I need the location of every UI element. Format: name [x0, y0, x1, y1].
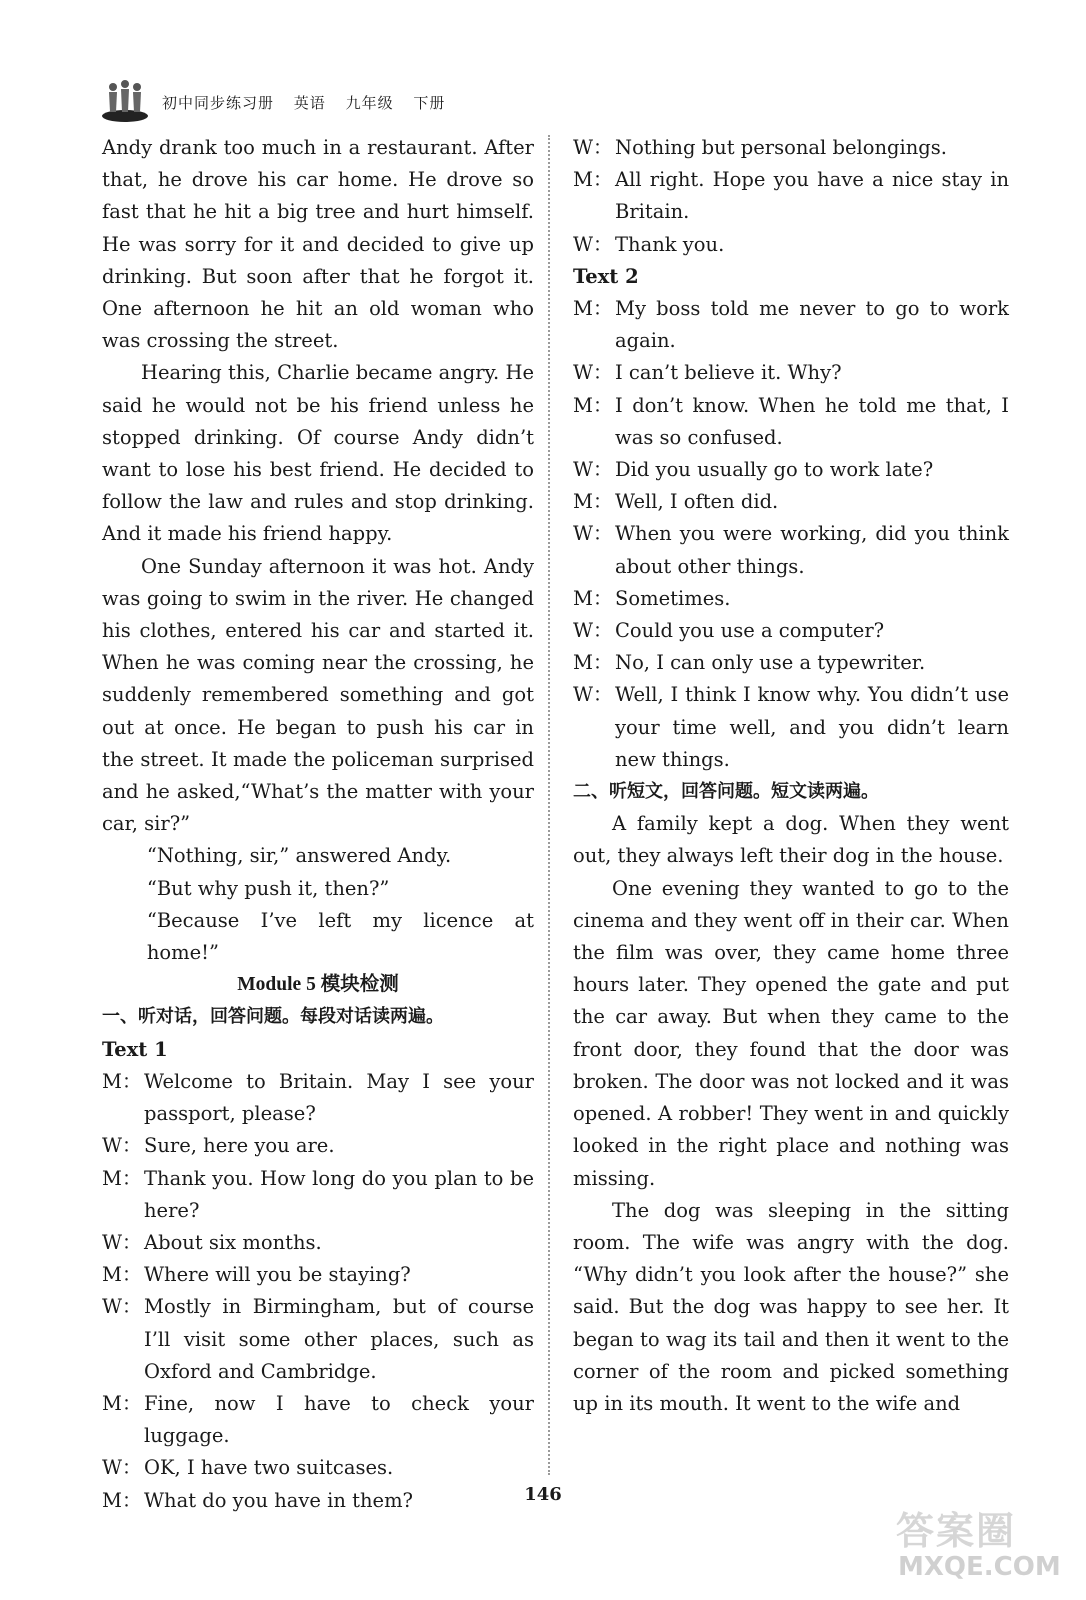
text-heading: Text 1: [102, 1037, 168, 1061]
speaker: M：: [102, 1263, 142, 1287]
dialogue-line: [573, 132, 1009, 164]
left-column: [102, 132, 534, 1517]
dialogue-line: [102, 1452, 534, 1484]
speaker: M：: [573, 651, 613, 675]
watermark-logo: 答案圈: [896, 1509, 1017, 1553]
dialogue-line: [573, 164, 1009, 228]
utterance: Where will you be staying?: [144, 1263, 411, 1287]
dialogue-line: [573, 229, 1009, 261]
utterance: My boss told me never to go to work again.: [615, 297, 1009, 353]
dialogue-line: [102, 1291, 534, 1388]
section-heading: 一、听对话，回答问题。每段对话读两遍。: [102, 1006, 444, 1028]
speaker: W：: [102, 1295, 142, 1319]
speaker: W：: [573, 361, 613, 385]
right-column: [573, 132, 1009, 1420]
section-heading: 二、听短文，回答问题。短文读两遍。: [573, 781, 879, 803]
utterance: Could you use a computer?: [615, 619, 885, 643]
story-quote: “But why push it, then?”: [146, 876, 390, 900]
dialogue-line: [573, 518, 1009, 582]
dialogue: [102, 1066, 534, 1517]
speaker: W：: [102, 1134, 142, 1158]
utterance: I don’t know. When he told me that, I was so confused.: [615, 393, 1009, 449]
story-paragraph: The dog was sleeping in the sitting room. The wife was angry with the dog. “Why didn’t you look after the house?” she said. But the dog was happy to see her. It began to wag its tail and then it went to the corner of the room and picked something up in its mouth. It went to the wife and: [573, 1198, 1009, 1415]
speaker: W：: [573, 683, 613, 707]
speaker: W：: [102, 1456, 142, 1480]
utterance: Mostly in Birmingham, but of course I’ll visit some other places, such as Oxford and Cambridge.: [144, 1295, 534, 1383]
page-number: 146: [524, 1484, 562, 1505]
utterance: Thank you. How long do you plan to be here?: [144, 1166, 534, 1222]
utterance: Fine, now I have to check your luggage.: [144, 1391, 534, 1448]
utterance: No, I can only use a typewriter.: [615, 651, 926, 675]
watermark-url: MXQE.COM: [898, 1552, 1061, 1582]
story-paragraph: One evening they wanted to go to the cinema and they went off in their car. When the film was over, they came home three hours later. They opened the gate and put the car away. But when they came to the front door, they found that the door was broken. The door was not locked and it was opened. A robber! They went in and quickly looked in the right place and nothing was missing.: [573, 876, 1009, 1190]
utterance: I can’t believe it. Why?: [615, 361, 842, 385]
speaker: M：: [102, 1166, 142, 1190]
utterance: What do you have in them?: [144, 1488, 414, 1512]
utterance: OK, I have two suitcases.: [144, 1456, 394, 1480]
dialogue-line: [102, 1388, 534, 1452]
column-divider: [548, 135, 550, 1475]
speaker: M：: [573, 393, 613, 417]
utterance: When you were working, did you think about other things.: [615, 522, 1009, 578]
utterance: Sure, here you are.: [144, 1134, 335, 1158]
dialogue-line: [573, 486, 1009, 518]
speaker: M：: [573, 168, 613, 192]
utterance: Welcome to Britain. May I see your passport, please?: [144, 1069, 534, 1126]
utterance: Nothing but personal belongings.: [615, 136, 947, 159]
story-quote: “Nothing, sir,” answered Andy.: [146, 844, 452, 868]
story-quote: “Because I’ve left my licence at home!”: [146, 908, 534, 965]
utterance: About six months.: [144, 1230, 322, 1254]
speaker: M：: [573, 297, 613, 321]
dialogue-line: [102, 1227, 534, 1259]
dialogue-line: [102, 1130, 534, 1162]
story-paragraph: Hearing this, Charlie became angry. He said he would not be his friend unless he stopped drinking. Of course Andy didn’t want to lose his best friend. He decided to follow the law and rules and stop drinking. And it made his friend happy.: [102, 361, 534, 546]
speaker: W：: [102, 1230, 142, 1254]
book-logo-icon: [100, 78, 150, 124]
utterance: All right. Hope you have a nice stay in Britain.: [615, 168, 1009, 224]
module-heading: Module 5 模块检测: [237, 974, 399, 996]
text-heading: Text 2: [573, 264, 639, 288]
utterance: Well, I think I know why. You didn’t use your time well, and you didn’t learn new things.: [615, 683, 1009, 771]
speaker: W：: [573, 522, 613, 546]
utterance: Sometimes.: [615, 586, 731, 610]
book-title: 初中同步练习册: [162, 94, 275, 112]
header-title: [162, 92, 459, 113]
dialogue-line: [573, 390, 1009, 454]
dialogue-line: [573, 647, 1009, 679]
grade: 九年级: [345, 94, 394, 112]
watermark: [888, 1500, 1068, 1592]
speaker: M：: [102, 1069, 142, 1093]
subject: 英语: [293, 94, 326, 112]
speaker: M：: [573, 586, 613, 610]
dialogue-line: [573, 615, 1009, 647]
dialogue: [573, 293, 1009, 776]
story-paragraph: A family kept a dog. When they went out, they always left their dog in the house.: [573, 812, 1009, 868]
speaker: M：: [573, 490, 613, 514]
speaker: W：: [573, 232, 613, 256]
dialogue: [573, 132, 1009, 261]
utterance: Thank you.: [615, 232, 725, 256]
page-header: [100, 78, 580, 126]
dialogue-line: [573, 583, 1009, 615]
speaker: M：: [102, 1391, 142, 1415]
dialogue-line: [573, 293, 1009, 357]
dialogue-line: [102, 1259, 534, 1291]
dialogue-line: [573, 454, 1009, 486]
story-paragraph: Andy drank too much in a restaurant. After that, he drove his car home. He drove so fast that he hit a big tree and hurt himself. He was sorry for it and decided to give up drinking. But soon after that he forgot it. One afternoon he hit an old woman who was crossing the street.: [102, 136, 534, 353]
speaker: M：: [102, 1488, 142, 1512]
utterance: Did you usually go to work late?: [615, 458, 934, 482]
story-paragraph: One Sunday afternoon it was hot. Andy was going to swim in the river. He changed his clothes, entered his car and started it. When he was coming near the crossing, he suddenly remembered something and got out at once. He began to push his car in the street. It made the policeman surprised and he asked,“What’s the matter with your car, sir?”: [102, 554, 534, 836]
speaker: W：: [573, 136, 613, 159]
dialogue-line: [573, 357, 1009, 389]
utterance: Well, I often did.: [615, 490, 779, 514]
dialogue-line: [102, 1163, 534, 1227]
speaker: W：: [573, 619, 613, 643]
dialogue-line: [573, 679, 1009, 776]
dialogue-line: [102, 1066, 534, 1130]
volume: 下册: [413, 94, 446, 112]
speaker: W：: [573, 458, 613, 482]
